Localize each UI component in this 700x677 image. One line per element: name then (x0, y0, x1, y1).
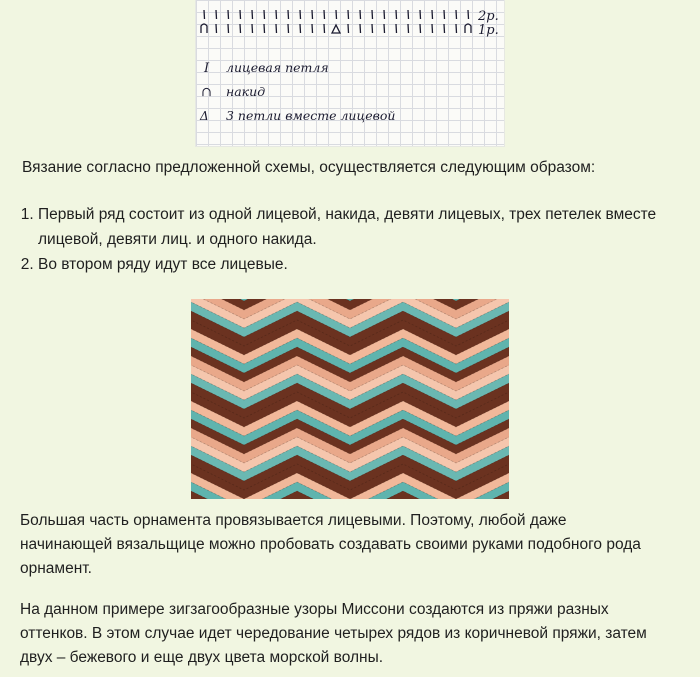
stitch-mark (252, 24, 253, 33)
stitch-mark (312, 10, 313, 19)
stitch-mark (336, 10, 337, 19)
three-together-symbol-icon: Δ (200, 109, 209, 123)
chevron-knit-photo (191, 299, 509, 499)
stitch-mark (240, 10, 241, 19)
stitch-mark (300, 24, 301, 33)
paragraph-1: Большая часть орнамента провязывается лицевыми. Поэтому, любой даже начинающей вязальщице можно пробовать создавать своими руками подобного рода орнамент. (20, 512, 641, 577)
stitch-mark (216, 24, 217, 33)
stitch-mark (324, 10, 325, 19)
stitch-mark (408, 10, 409, 19)
knit-stitch-symbol-icon: I (204, 61, 210, 76)
yarn-over-mark (201, 24, 207, 33)
stitch-mark (204, 10, 205, 19)
stitch-mark (456, 24, 457, 33)
stitch-mark (408, 24, 409, 33)
three-together-mark (332, 25, 340, 33)
stitch-mark (300, 10, 301, 19)
stitch-mark (288, 10, 289, 19)
list-item: 1. Первый ряд состоит из одной лицевой, накида, девяти лицевых, трех петелек вместе лицевой, девяти лиц. и одного накида. (38, 202, 698, 252)
stitch-mark (264, 10, 265, 19)
stitch-mark (420, 10, 421, 19)
legend-yarn-over: накид (226, 84, 266, 99)
legend-knit-stitch: лицевая петля (226, 60, 329, 75)
stitch-mark (228, 24, 229, 33)
row-1-label: 1р. (478, 23, 499, 38)
legend-three-together: 3 петли вместе лицевой (226, 108, 396, 123)
stitch-mark (276, 10, 277, 19)
stitch-mark (240, 24, 241, 33)
knitting-chart-drawing (196, 0, 504, 146)
stitch-mark (360, 24, 361, 33)
stitch-mark (432, 10, 433, 19)
intro-text: Вязание согласно предложенной схемы, осуществляется следующим образом: (22, 159, 596, 176)
row-1-stitch-marks (201, 24, 471, 33)
stitch-mark (276, 24, 277, 33)
stitch-mark (252, 10, 253, 19)
stitch-mark (288, 24, 289, 33)
stitch-mark (312, 24, 313, 33)
stitch-mark (216, 10, 217, 19)
stitch-mark (264, 24, 265, 33)
stitch-mark (324, 24, 325, 33)
stitch-mark (372, 24, 373, 33)
stitch-mark (348, 24, 349, 33)
stitch-mark (456, 10, 457, 19)
stitch-mark (420, 24, 421, 33)
row-2-stitch-marks (204, 10, 469, 19)
paragraph-2: На данном примере зигзагообразные узоры Миссони создаются из пряжи разных оттенков. В этом случае идет чередование четырех рядов из коричневой пряжи, затем двух – бежевого и еще двух цвета морской волны. (20, 601, 647, 666)
chevron-pattern-image (191, 299, 509, 499)
stitch-mark (384, 24, 385, 33)
stitch-mark (396, 24, 397, 33)
stitch-mark (444, 10, 445, 19)
yarn-over-mark (465, 24, 471, 33)
stitch-mark (384, 10, 385, 19)
row-2-label: 2р. (478, 9, 499, 24)
list-item: 2. Во втором ряду идут все лицевые. (38, 252, 698, 277)
stitch-mark (396, 10, 397, 19)
stitch-mark (432, 24, 433, 33)
stitch-mark (444, 24, 445, 33)
steps-list (20, 202, 698, 277)
stitch-mark (228, 10, 229, 19)
knitting-chart (196, 0, 504, 146)
yarn-over-symbol-icon: ∩ (201, 85, 212, 100)
stitch-mark (468, 10, 469, 19)
stitch-mark (372, 10, 373, 19)
stitch-mark (348, 10, 349, 19)
stitch-mark (360, 10, 361, 19)
